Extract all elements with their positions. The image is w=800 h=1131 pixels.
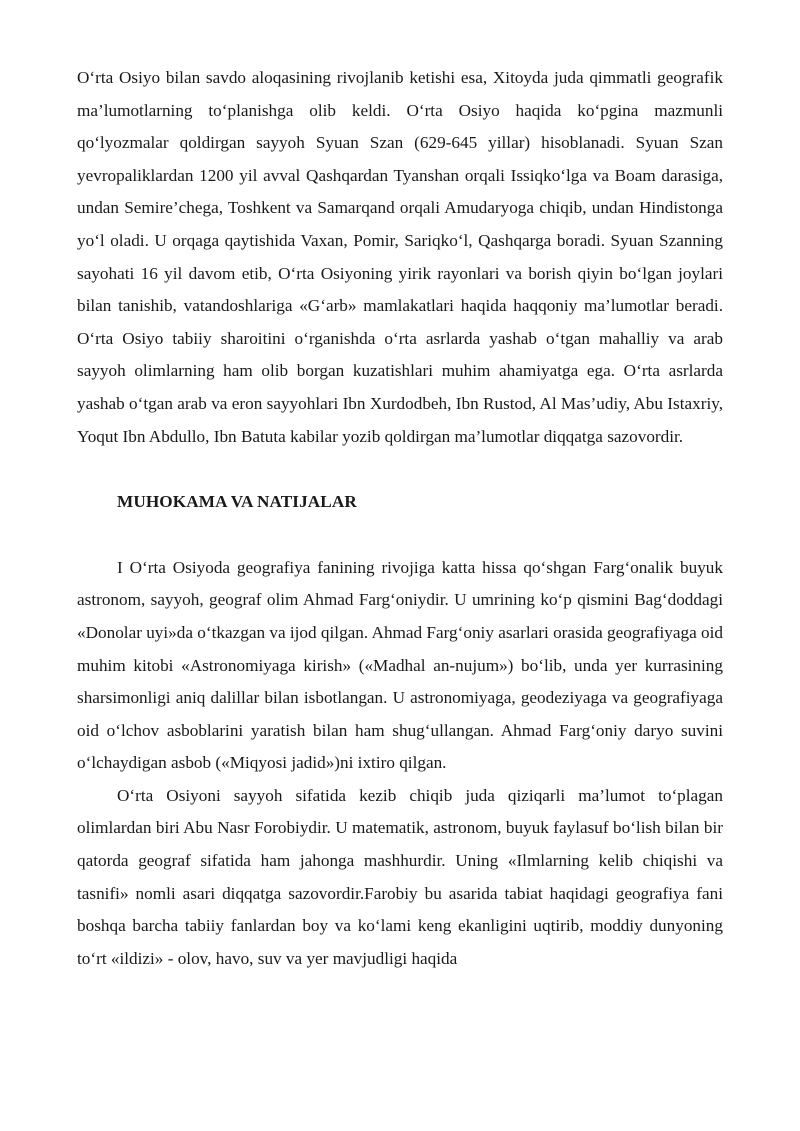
body-paragraph-3: O‘rta Osiyoni sayyoh sifatida kezib chiqib juda qiziqarli ma’lumot to‘plagan olimlardan biri Abu Nasr Forobiydir. U matematik, astronom, buyuk faylasuf bo‘lish bilan bir qatorda geograf sifatida ham jahonga mashhurdir. Uning «Ilmlarning kelib chiqishi va tasnifi» nomli asari diqqatga sazovordir.Farobiy bu asarida tabiat haqidagi geografiya fani boshqa barcha tabiiy fanlardan boy va ko‘lami keng ekanligini uqtirib, moddiy dunyoning to‘rt «ildizi» - olov, havo, suv va yer mavjudligi haqida xyxy=(77,785,723,968)
document-page xyxy=(77,62,723,975)
body-paragraph-2: I O‘rta Osiyoda geografiya fanining rivojiga katta hissa qo‘shgan Farg‘onalik buyuk astronom, sayyoh, geograf olim Ahmad Farg‘oniydir. U umrining ko‘p qismini Bag‘doddagi «Donolar uyi»da o‘tkazgan va ijod qilgan. Ahmad Farg‘oniy asarlari orasida geografiyaga oid muhim kitobi «Astronomiyaga kirish» («Madhal an-nujum») bo‘lib, unda yer kurrasining sharsimonligi aniq dalillar bilan isbotlangan. U astronomiyaga, geodeziyaga va geografiyaga oid o‘lchov asboblarini yaratish bilan ham shug‘ullangan. Ahmad Farg‘oniy daryo suvini o‘lchaydigan asbob («Miqyosi jadid»)ni ixtiro qilgan. xyxy=(77,557,723,773)
body-paragraph-1: O‘rta Osiyo bilan savdo aloqasining rivojlanib ketishi esa, Xitoyda juda qimmatli geografik ma’lumotlarning to‘planishga olib keldi. O‘rta Osiyo haqida ko‘pgina mazmunli qo‘lyozmalar qoldirgan sayyoh Syuan Szan (629-645 yillar) hisoblanadi. Syuan Szan yevropaliklardan 1200 yil avval Qashqardan Tyanshan orqali Issiqko‘lga va Boam darasiga, undan Semire’chega, Toshkent va Samarqand orqali Amudaryoga chiqib, undan Hindistonga yo‘l oladi. U orqaga qaytishida Vaxan, Pomir, Sariqko‘l, Qashqarga boradi. Syuan Szanning sayohati 16 yil davom etib, O‘rta Osiyoning yirik rayonlari va borish qiyin bo‘lgan joylari bilan tanishib, vatandoshlariga «G‘arb» mamlakatlari haqida haqqoniy ma’lumotlar beradi. O‘rta Osiyo tabiiy sharoitini o‘rganishda o‘rta asrlarda yashab o‘tgan mahalliy va arab sayyoh olimlarning ham olib borgan kuzatishlari muhim ahamiyatga ega. O‘rta asrlarda yashab o‘tgan arab va eron sayyohlari Ibn Xurdodbeh, Ibn Rustod, Al Mas’udiy, Abu Istaxriy, Yoqut Ibn Abdullo, Ibn Batuta kabilar yozib qoldirgan ma’lumotlar diqqatga sazovordir. xyxy=(77,68,723,446)
section-heading: MUHOKAMA VA NATIJALAR xyxy=(117,492,357,512)
